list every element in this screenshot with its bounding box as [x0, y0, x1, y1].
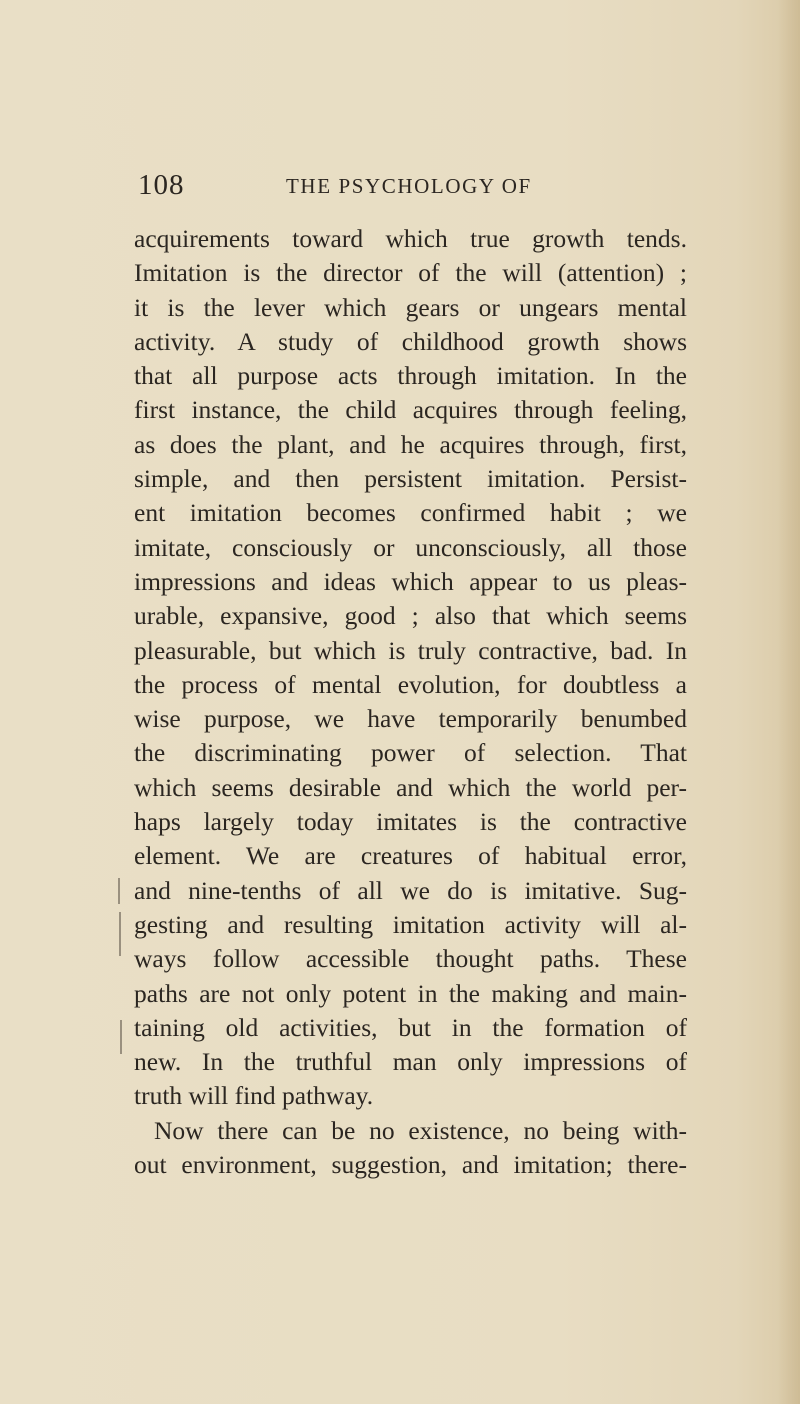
text-line: haps largely today imitates is the contractive [134, 807, 687, 837]
text-line: pleasurable, but which is truly contractive, bad. In [134, 635, 687, 665]
margin-mark [118, 878, 120, 904]
text-line: it is the lever which gears or ungears mental [134, 292, 687, 322]
text-line: imitate, consciously or unconsciously, all those [134, 532, 687, 562]
text-line-paragraph-end: truth will find pathway. [134, 1081, 374, 1111]
text-line: Imitation is the director of the will (attention) ; [134, 258, 687, 288]
text-line: activity. A study of childhood growth shows [134, 326, 687, 356]
text-line: that all purpose acts through imitation. In the [134, 361, 687, 391]
text-line: first instance, the child acquires through feeling, [134, 395, 687, 425]
body-text [134, 222, 687, 1182]
running-head: THE PSYCHOLOGY OF [286, 174, 532, 198]
text-line: taining old activities, but in the formation of [134, 1012, 687, 1042]
text-line-paragraph-start: Now there can be no existence, no being with- [154, 1115, 687, 1145]
text-line: ways follow accessible thought paths. These [134, 944, 687, 974]
text-line: simple, and then persistent imitation. Persist- [134, 464, 687, 494]
text-line: gesting and resulting imitation activity will al- [134, 909, 687, 939]
text-line: as does the plant, and he acquires through, first, [134, 429, 687, 459]
text-line: new. In the truthful man only impressions of [134, 1047, 687, 1077]
text-line: out environment, suggestion, and imitation; there- [134, 1150, 687, 1180]
page-edge-shadow [778, 0, 800, 1404]
text-line: paths are not only potent in the making and main- [134, 978, 687, 1008]
text-line: ent imitation becomes confirmed habit ; we [134, 498, 687, 528]
text-line: which seems desirable and which the world per- [134, 772, 687, 802]
text-line: element. We are creatures of habitual error, [134, 841, 687, 871]
text-line: acquirements toward which true growth tends. [134, 224, 687, 253]
page-header [134, 170, 684, 200]
text-line: urable, expansive, good ; also that which seems [134, 601, 687, 631]
text-line: impressions and ideas which appear to us pleas- [134, 566, 687, 596]
margin-mark [119, 912, 121, 956]
text-line: the process of mental evolution, for doubtless a [134, 669, 687, 699]
page-number: 108 [138, 169, 185, 201]
margin-mark [120, 1020, 122, 1054]
text-line: and nine-tenths of all we do is imitative. Sug- [134, 875, 687, 905]
text-line: wise purpose, we have temporarily benumbed [134, 704, 687, 734]
text-line: the discriminating power of selection. That [134, 738, 687, 768]
